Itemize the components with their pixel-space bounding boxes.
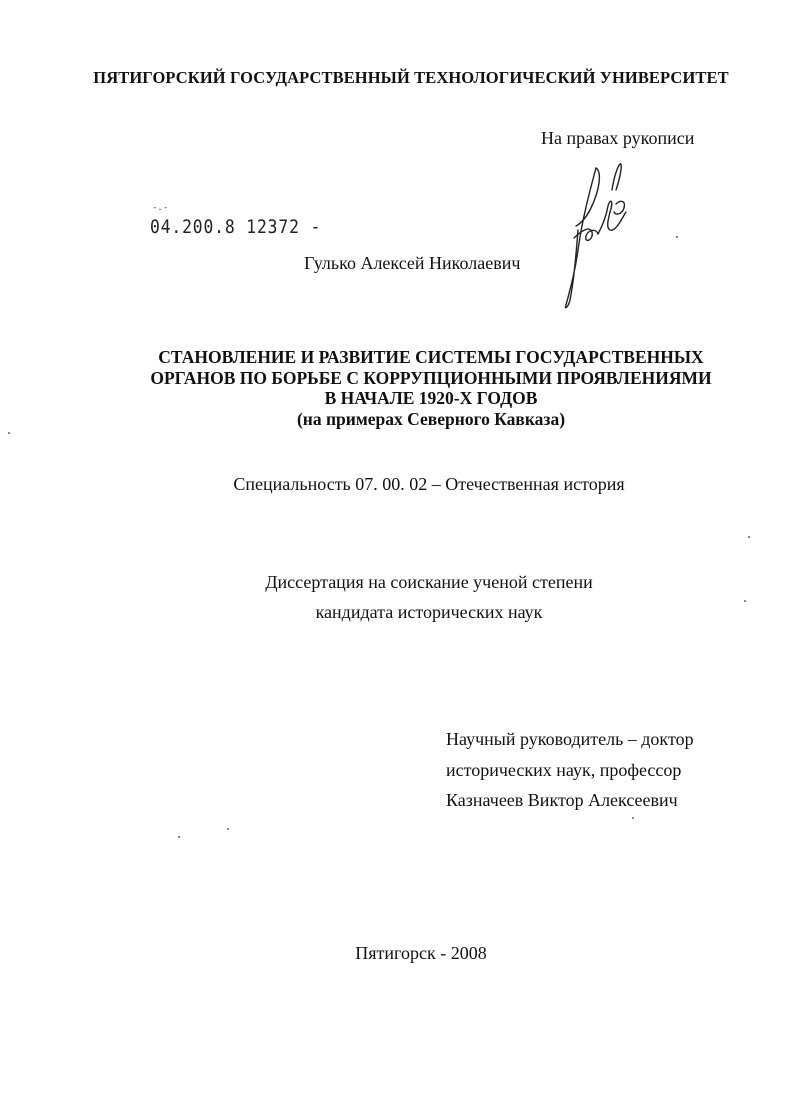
- title-line-3: В НАЧАЛЕ 1920-Х ГОДОВ: [324, 388, 538, 408]
- supervisor-line-1: Научный руководитель – доктор: [446, 729, 694, 749]
- city-and-year: Пятигорск - 2008: [355, 943, 487, 963]
- title-subtitle: (на примерах Северного Кавказа): [296, 408, 566, 429]
- scan-speck: [744, 600, 746, 602]
- title-line-1: СТАНОВЛЕНИЕ И РАЗВИТИЕ СИСТЕМЫ ГОСУДАРСТВЕННЫХ: [158, 347, 704, 367]
- specialty-line: Специальность 07. 00. 02 – Отечественная история: [233, 474, 625, 494]
- supervisor-line-2: исторических наук, профессор: [446, 759, 682, 780]
- dissertation-title: [0, 347, 794, 429]
- scan-speck: [8, 432, 10, 434]
- title-line-2: ОРГАНОВ ПО БОРЬБЕ С КОРРУПЦИОННЫМИ ПРОЯВЛЕНИЯМИ: [150, 367, 712, 388]
- degree-statement: [0, 567, 794, 627]
- stamp-marks: -.-: [152, 203, 169, 213]
- registration-stamp-number: 04.200.8 12372 -: [150, 216, 322, 238]
- author-name: Гулько Алексей Николаевич: [304, 253, 521, 273]
- scan-speck: [632, 817, 634, 819]
- scan-speck: [227, 828, 229, 830]
- scan-speck: [676, 236, 678, 238]
- manuscript-rights-note: На правах рукописи: [541, 128, 695, 148]
- scientific-supervisor: [446, 724, 694, 816]
- handwritten-signature: [556, 160, 636, 310]
- degree-line-2: кандидата исторических наук: [315, 602, 543, 622]
- university-name: ПЯТИГОРСКИЙ ГОСУДАРСТВЕННЫЙ ТЕХНОЛОГИЧЕСКИЙ УНИВЕРСИТЕТ: [93, 68, 729, 87]
- scan-speck: [748, 536, 750, 538]
- scan-speck: [178, 836, 180, 838]
- supervisor-line-3: Казначеев Виктор Алексеевич: [446, 790, 678, 810]
- degree-line-1: Диссертация на соискание ученой степени: [265, 572, 593, 592]
